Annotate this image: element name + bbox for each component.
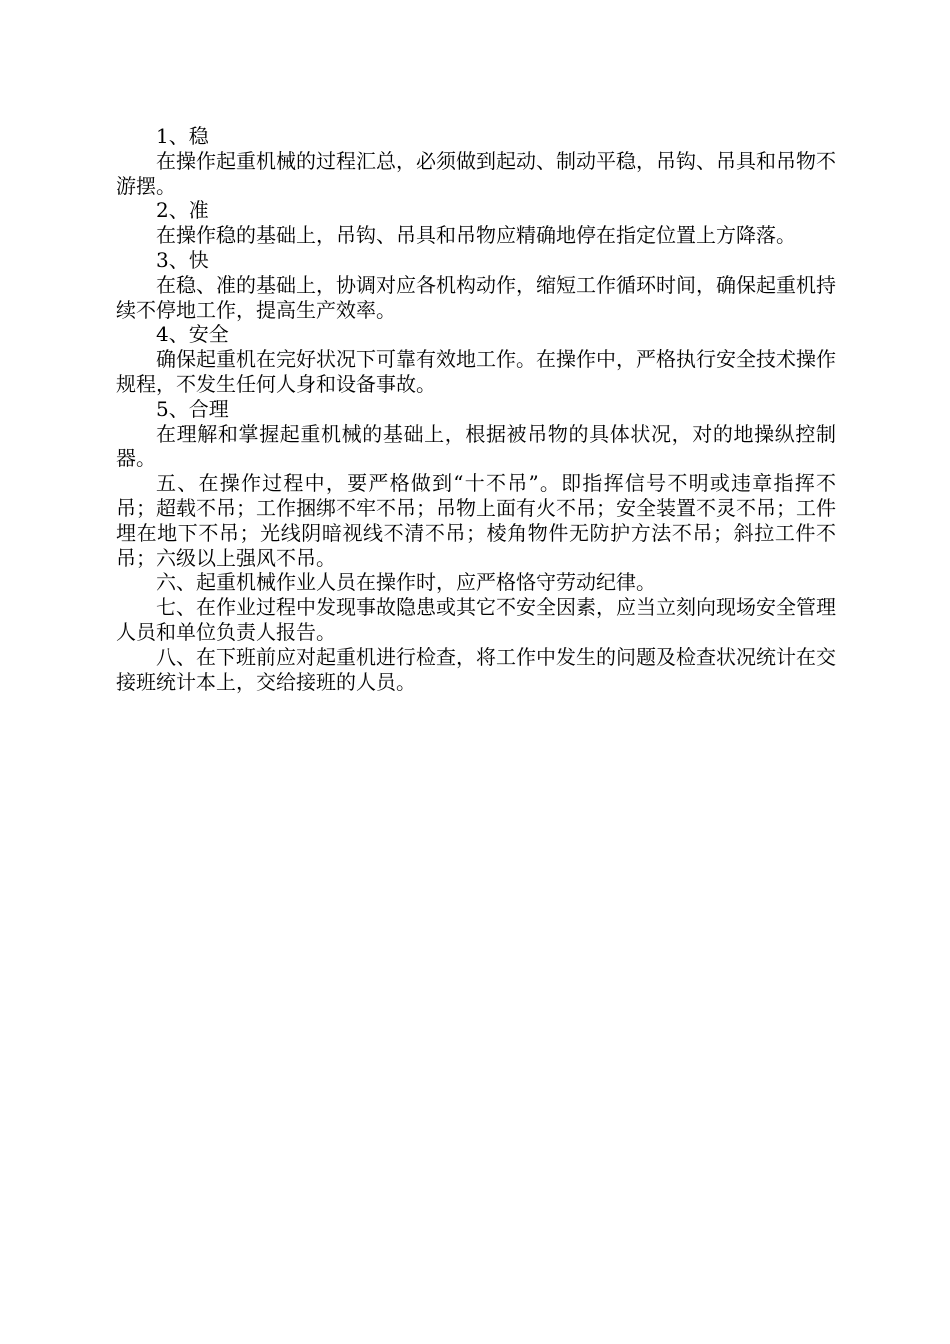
heading-5-reasonable: 5、合理 (156, 396, 229, 421)
heading-3-fast: 3、快 (156, 247, 209, 272)
heading-4-safety: 4、安全 (156, 322, 229, 347)
paragraph-hazard-report: 七、在作业过程中发现事故隐患或其它不安全因素，应当立刻向现场安全管理人员和单位负责人报告。 (116, 595, 836, 644)
paragraph-stable: 在操作起重机械的过程汇总，必须做到起动、制动平稳，吊钩、吊具和吊物不游摆。 (116, 148, 836, 198)
paragraph-accurate: 在操作稳的基础上，吊钩、吊具和吊物应精确地停在指定位置上方降落。 (156, 223, 796, 248)
paragraph-ten-no-lift: 五、在操作过程中，要严格做到“十不吊”。即指挥信号不明或违章指挥不吊；超载不吊；工作捆绑不牢不吊；吊物上面有火不吊；安全装置不灵不吊；工件埋在地下不吊；光线阴暗视线不清不吊；棱角物件无防护方法不吊；斜拉工件不吊；六级以上强风不吊。 (116, 471, 836, 570)
paragraph-fast: 在稳、准的基础上，协调对应各机构动作，缩短工作循环时间，确保起重机持续不停地工作，提高生产效率。 (116, 272, 836, 322)
document-body (116, 124, 836, 694)
heading-1-stable: 1、稳 (156, 124, 209, 148)
heading-2-accurate: 2、准 (156, 198, 209, 223)
paragraph-shift-inspection: 八、在下班前应对起重机进行检查，将工作中发生的问题及检查状况统计在交接班统计本上，交给接班的人员。 (116, 644, 836, 694)
paragraph-reasonable: 在理解和掌握起重机械的基础上，根据被吊物的具体状况，对的地操纵控制器。 (116, 421, 836, 471)
paragraph-discipline: 六、起重机械作业人员在操作时，应严格恪守劳动纪律。 (156, 570, 656, 595)
paragraph-safety: 确保起重机在完好状况下可靠有效地工作。在操作中，严格执行安全技术操作规程，不发生任何人身和设备事故。 (116, 347, 836, 396)
